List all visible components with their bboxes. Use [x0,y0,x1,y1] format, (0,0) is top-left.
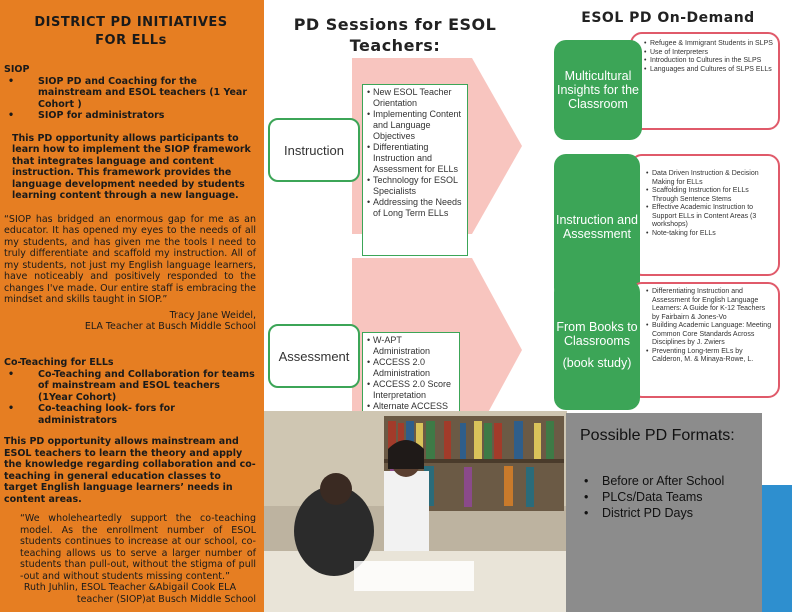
stage-label: Instruction and Assessment [556,213,638,241]
list-item: • W-APT Administration [367,335,457,357]
siop-attribution-name: Tracy Jane Weidel, [169,309,256,321]
stage-label: Instruction [284,142,344,158]
siop-heading: SIOP [4,64,30,75]
siop-quote: “SIOP has bridged an enormous gap for me as an educator. It has opened my eyes to the needs of all my students, and has given me the tools I need to truly differentiate and scaffold my instruction. All of my students, not just my English language learners, have noticeably and positively responded to the changes I've made. Our entire staff is embracing the mindset and skills taught in SIOP.” [4,213,256,305]
format-item: • Before or After School [584,473,762,489]
middle-title: PD Sessions for ESOL Teachers: [293,15,497,55]
pd-formats-box [566,413,762,612]
coteach-section [4,357,256,605]
siop-list [4,76,256,122]
stage-instruction-assessment [554,154,640,300]
list-item: • ACCESS 2.0 Score Interpretation [367,379,457,401]
instruction-assessment-list [630,154,780,276]
coteach-attribution-name: Ruth Juhlin, ESOL Teacher &Abigail Cook ELA [23,582,237,593]
stage-multicultural [554,40,642,140]
stage-label: Assessment [278,348,350,364]
list-item: • Languages and Cultures of SLPS ELLs [644,66,774,75]
list-item: • New ESOL Teacher Orientation [367,87,465,109]
list-item: • Differentiating Instruction and Assessment for English Language Learners: A Guide for K-12 Teachers by Fairbairn & Jones-Vo [646,288,774,322]
list-item: • Refugee & Immigrant Students in SLPS [644,40,774,49]
list-item: • Alternate ACCESS [367,401,457,423]
coteach-item: • Co-Teaching and Collaboration for teams of mainstream and ESOL teachers (1Year Cohort) [4,369,256,404]
stage-books [554,280,640,410]
list-item: • Scaffolding Instruction for ELLs Through Sentence Stems [646,187,774,204]
format-item: • District PD Days [584,505,762,521]
list-item: • Technology for ESOL Specialists [367,175,465,197]
list-item: • Differentiating Instruction and Assessment for ELLs [367,142,465,175]
left-title: DISTRICT PD INITIATIVES FOR ELLs [34,15,228,48]
siop-item: • SIOP PD and Coaching for the mainstream and ESOL teachers (1 Year Cohort ) [4,76,256,111]
books-list [630,282,780,398]
coteach-item: • Co-teaching look- fors for administrators [4,403,256,426]
list-item: • Implementing Content and Language Objectives [367,109,465,142]
stage-instruction [268,118,360,182]
siop-attribution-role: ELA Teacher at Busch Middle School [84,321,256,332]
right-title: ESOL PD On-Demand [581,10,755,26]
left-panel [0,0,264,612]
siop-section [4,64,256,333]
formats-list [584,473,762,521]
list-item: • ACCESS 2.0 Administration [367,357,457,379]
classroom-photo [264,411,567,612]
stage-label: Multicultural Insights for the Classroom [557,69,639,111]
coteach-quote: “We wholeheartedly support the co-teaching model. As the enrollment number of ESOL students continues to increase at our school, co-teaching allows us to serve a larger number of students than pull-out, without the stigma of pull -out and without students missing content.” [20,513,256,582]
formats-title: Possible PD Formats: [580,427,735,444]
siop-paragraph: This PD opportunity allows participants to learn how to implement the SIOP framework that integrates language and content instruction. This framework provides the language development needed by students learning content through a new language. [12,132,251,201]
coteach-heading: Co-Teaching for ELLs [4,357,114,368]
format-item: • PLCs/Data Teams [584,489,762,505]
list-item: • Use of Interpreters [644,49,774,58]
stage-sublabel: (book study) [562,356,632,370]
list-item: • Introduction to Cultures in the SLPS [644,57,774,66]
siop-item: • SIOP for administrators [4,110,256,122]
list-item: • Building Academic Language: Meeting Common Core Standards Across Disciplines by J. Zwiers [646,322,774,348]
multicultural-list [630,32,780,130]
list-item: • Effective Academic Instruction to Support ELLs in Content Areas (3 workshops) [646,204,774,230]
coteach-paragraph: This PD opportunity allows mainstream and ESOL teachers to learn the theory and apply the knowledge regarding collaboration and co-teaching in general education classes to target English language learners’ needs in content areas. [4,436,256,505]
list-item: • Preventing Long-term ELs by Calderon, M. & Minaya-Rowe, L. [646,348,774,365]
instruction-list [362,84,468,256]
list-item: • Data Driven Instruction & Decision Making for ELLs [646,170,774,187]
coteach-attribution-role: teacher (SIOP)at Busch Middle School [76,593,256,605]
stage-assessment [268,324,360,388]
coteach-list [4,369,256,427]
stage-label: From Books to Classrooms [556,320,638,348]
list-item: • Addressing the Needs of Long Term ELLs [367,197,465,219]
list-item: • Note-taking for ELLs [646,230,774,239]
